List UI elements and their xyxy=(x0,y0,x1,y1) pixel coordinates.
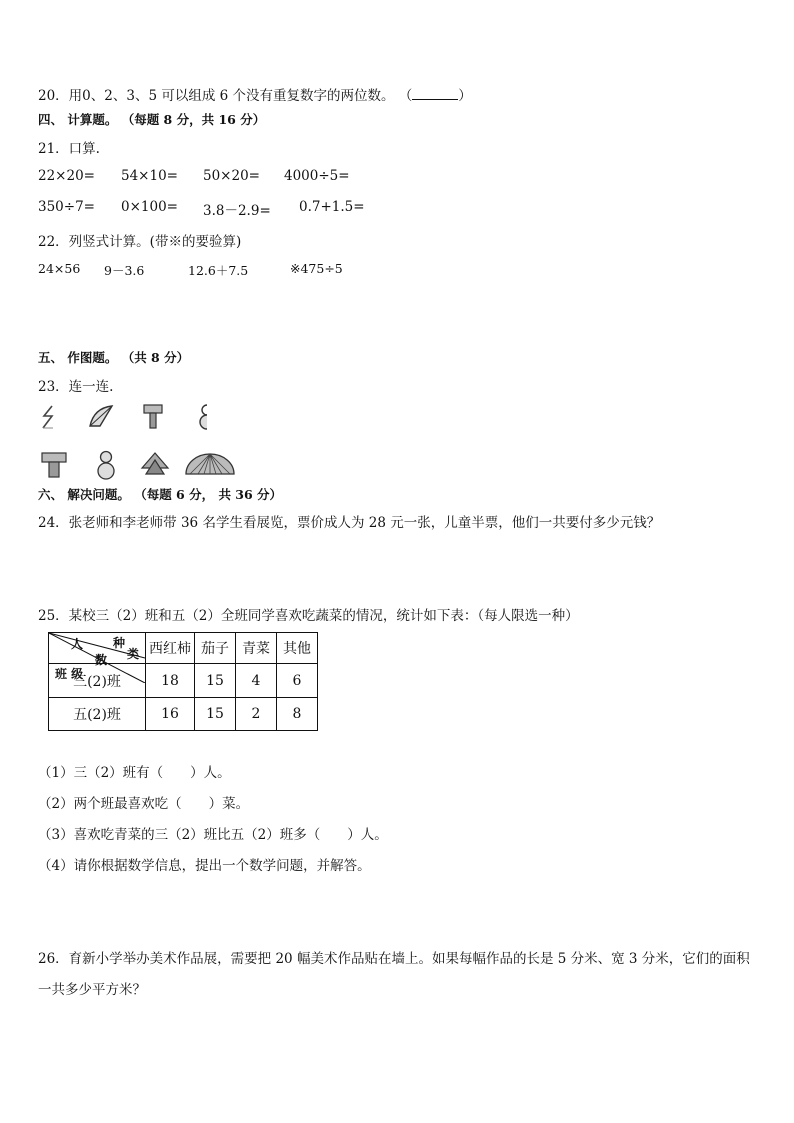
question-21-title: 21．口算. xyxy=(38,141,100,157)
calc-item: 50×20= xyxy=(203,168,260,184)
broken-shape-icon[interactable] xyxy=(38,404,60,432)
calc-item: 54×10= xyxy=(121,168,178,184)
answer-blank[interactable] xyxy=(412,87,458,100)
table-cell: 16 xyxy=(146,698,195,731)
calc-item: 350÷7= xyxy=(38,199,95,215)
corner-label: 人 xyxy=(71,637,84,651)
mushroom-shape-icon[interactable] xyxy=(40,450,68,480)
question-20 xyxy=(38,84,472,104)
question-25-sub-4: （4）请你根据数学信息，提出一个数学问题，并解答。 xyxy=(38,858,371,874)
table-cell: 18 xyxy=(146,664,195,698)
vertical-calc-item: ※475÷5 xyxy=(290,261,343,276)
question-25-sub-2: （2）两个班最喜欢吃（ ）菜。 xyxy=(38,796,250,812)
table-header-cell: 茄子 xyxy=(195,633,236,664)
corner-label: 类 xyxy=(127,647,140,661)
snowman-icon[interactable] xyxy=(94,449,118,481)
vertical-calc-item: 9－3.6 xyxy=(104,263,145,278)
table-row-label: 三(2)班 xyxy=(49,664,146,698)
vegetable-stat-table xyxy=(48,632,318,731)
calc-item: 0×100= xyxy=(121,199,178,215)
table-header-cell: 其他 xyxy=(277,633,318,664)
section-6-title: 六、 解决问题。 （每题 6 分， 共 36 分） xyxy=(38,487,283,502)
calc-item: 0.7+1.5= xyxy=(299,199,365,215)
question-26-line-1: 26．育新小学举办美术作品展，需要把 20 幅美术作品贴在墙上。如果每幅作品的长是 5 分米、宽 3 分米，它们的面积 xyxy=(38,951,750,967)
section-4-title: 四、 计算题。 （每题 8 分，共 16 分） xyxy=(38,112,266,127)
table-row xyxy=(49,698,318,731)
table-cell: 2 xyxy=(236,698,277,731)
table-cell: 15 xyxy=(195,698,236,731)
question-24: 24．张老师和李老师带 36 名学生看展览，票价成人为 28 元一张，儿童半票，他们一共要付多少元钱？ xyxy=(38,515,661,531)
question-23-title: 23．连一连. xyxy=(38,379,114,395)
question-25-sub-3: （3）喜欢吃青菜的三（2）班比五（2）班多（ ）人。 xyxy=(38,827,388,843)
corner-label: 数 xyxy=(95,653,108,667)
corner-label: 种 xyxy=(113,636,126,650)
half-snowman-icon[interactable] xyxy=(197,402,211,432)
question-20-close: ） xyxy=(458,88,472,104)
corner-label: 班 级 xyxy=(55,667,84,681)
hammer-shape-icon[interactable] xyxy=(141,402,165,430)
table-header-row xyxy=(49,633,318,664)
calc-item: 3.8－2.9= xyxy=(203,203,271,219)
table-cell: 15 xyxy=(195,664,236,698)
calc-item: 4000÷5= xyxy=(284,168,350,184)
table-header-cell: 青菜 xyxy=(236,633,277,664)
calc-item: 22×20= xyxy=(38,168,95,184)
question-26-line-2: 一共多少平方米？ xyxy=(38,982,146,998)
tree-shape-icon[interactable] xyxy=(140,450,170,480)
vertical-calc-item: 24×56 xyxy=(38,261,81,276)
table-row-label: 五(2)班 xyxy=(49,698,146,731)
fan-shape-icon[interactable] xyxy=(86,402,116,430)
question-22-title: 22．列竖式计算。(带※的要验算) xyxy=(38,234,242,250)
question-20-text: 20．用0、2、3、5 可以组成 6 个没有重复数字的两位数。 （ xyxy=(38,88,413,104)
table-corner-cell xyxy=(49,633,146,681)
umbrella-shape-icon[interactable] xyxy=(184,452,236,478)
vertical-calc-item: 12.6＋7.5 xyxy=(188,263,249,278)
table-cell: 6 xyxy=(277,664,318,698)
section-5-title: 五、 作图题。 （共 8 分） xyxy=(38,350,190,365)
table-header-cell: 西红柿 xyxy=(146,633,195,664)
table-cell: 8 xyxy=(277,698,318,731)
question-25: 25．某校三（2）班和五（2）全班同学喜欢吃蔬菜的情况，统计如下表：（每人限选一种） xyxy=(38,608,579,624)
question-25-sub-1: （1）三（2）班有（ ）人。 xyxy=(38,765,231,781)
table-cell: 4 xyxy=(236,664,277,698)
